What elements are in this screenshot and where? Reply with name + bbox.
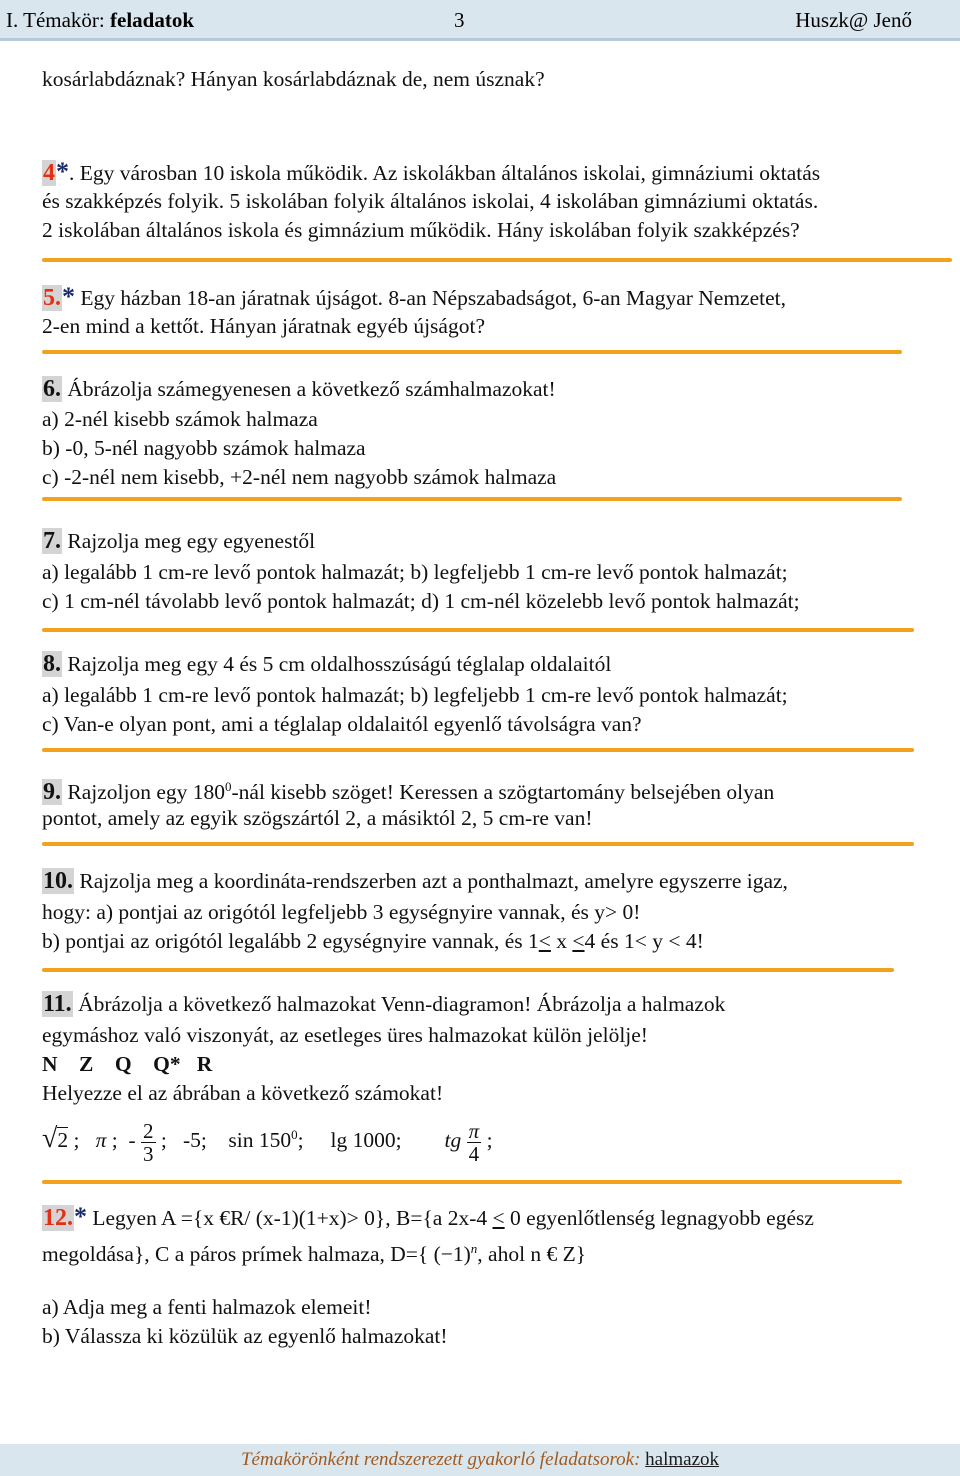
header-chapter-bold: feladatok	[110, 8, 194, 32]
problem-6-b: b) -0, 5-nél nagyobb számok halmaza	[42, 436, 366, 460]
problem-4-line-3: 2 iskolában általános iskola és gimnázium működik. Hány iskolában folyik szakképzés?	[42, 218, 800, 242]
text-line: kosárlabdáznak? Hányan kosárlabdáznak de, nem úsznak?	[42, 67, 545, 91]
problem-number: 10.	[43, 868, 73, 894]
divider	[42, 1180, 902, 1184]
problem-text: megoldása}, C a páros prímek halmaza, D={	[42, 1242, 434, 1267]
problem-9-line-1	[42, 774, 774, 805]
footer-topic: halmazok	[645, 1449, 720, 1470]
divider	[42, 628, 914, 632]
problem-text: Rajzoljon egy 180	[62, 780, 226, 805]
problem-number: 11.	[43, 991, 72, 1017]
problem-number: 7.	[43, 528, 61, 554]
problem-number: 9.	[43, 779, 61, 806]
header-chapter-prefix: I. Témakör:	[6, 8, 110, 32]
problem-7-line-1	[42, 528, 315, 554]
problem-10-line-1	[42, 868, 788, 894]
problem-number: 12.	[43, 1205, 73, 1231]
problem-number: 4	[43, 160, 55, 186]
sqrt-value: 2	[57, 1128, 69, 1153]
degree-superscript: 0	[225, 779, 232, 794]
page-number: 3	[454, 8, 465, 32]
divider	[42, 748, 914, 752]
problem-5-line-2: 2-en mind a kettőt. Hányan járatnak egyéb újságot?	[42, 314, 485, 338]
problem-text: Rajzolja meg egy egyenestől	[62, 529, 316, 553]
problem-text: 4 és 1< y < 4!	[584, 929, 704, 953]
exponent: n	[470, 1241, 478, 1256]
problem-8-c: c) Van-e olyan pont, ami a téglalap oldalaitól egyenlő távolságra van?	[42, 712, 642, 736]
fraction-numerator: 2	[143, 1118, 154, 1143]
problem-9-line-2: pontot, amely az egyik szögszártól 2, a másiktól 2, 5 cm-re van!	[42, 806, 593, 830]
star-marker: *	[74, 1202, 87, 1231]
problem-text: b) pontjai az origótól legalább 2 egységnyire vannak, és 1	[42, 929, 539, 953]
problem-12-line-1	[42, 1204, 814, 1231]
problem-11-line-4: Helyezze el az ábrában a következő számokat!	[42, 1081, 444, 1105]
fraction-denominator: 4	[468, 1141, 480, 1166]
tg-label: tg	[444, 1128, 462, 1153]
problem-text: Rajzolja meg egy 4 és 5 cm oldalhosszúságú téglalap oldalaitól	[62, 652, 612, 676]
leq-sign: <	[572, 929, 585, 953]
problem-12-line-2	[42, 1236, 586, 1267]
problem-5-line-1	[42, 284, 786, 311]
problem-10-line-3	[42, 928, 704, 954]
problem-text: -nál kisebb szöget! Keressen a szögtartomány belsejében olyan	[231, 780, 775, 805]
star-marker: *	[62, 282, 75, 311]
problem-text: Ábrázolja a következő halmazokat Venn-diagramon! Ábrázolja a halmazok	[72, 992, 726, 1016]
problem-12-a: a) Adja meg a fenti halmazok elemeit!	[42, 1295, 372, 1319]
divider	[42, 258, 952, 262]
divider	[42, 497, 902, 501]
problem-number: 8.	[43, 651, 61, 677]
fraction-denominator: 3	[143, 1141, 154, 1166]
problem-text: ; -5; sin 150	[155, 1128, 292, 1153]
problem-number: 6.	[43, 376, 61, 402]
problem-6-line-1	[42, 376, 556, 402]
problem-11-numbers	[42, 1110, 493, 1165]
problem-7-c: c) 1 cm-nél távolabb levő pontok halmazát; d) 1 cm-nél közelebb levő pontok halmazát;	[42, 589, 800, 613]
problem-6-c: c) -2-nél nem kisebb, +2-nél nem nagyobb számok halmaza	[42, 465, 557, 489]
header-chapter	[6, 8, 194, 33]
problem-10-line-2: hogy: a) pontjai az origótól legfeljebb 3 egységnyire vannak, és y> 0!	[42, 900, 641, 924]
fraction	[141, 1120, 156, 1165]
problem-11-line-2: egymáshoz való viszonyát, az esetleges üres halmazokat külön jelölje!	[42, 1023, 648, 1047]
problem-12-b: b) Válassza ki közülük az egyenlő halmazokat!	[42, 1324, 448, 1348]
problem-8-line-1	[42, 651, 611, 677]
problem-11-line-1	[42, 991, 725, 1017]
footer-text	[241, 1449, 719, 1470]
problem-text: Rajzolja meg a koordináta-rendszerben azt a ponthalmazt, amelyre egyszerre igaz,	[74, 869, 788, 893]
problem-text: Egy házban 18-an járatnak újságot. 8-an Népszabadságot, 6-an Magyar Nemzetet,	[75, 286, 787, 310]
star-marker: *	[56, 157, 69, 186]
minus-sign: -	[128, 1128, 142, 1153]
degree-superscript: 0	[291, 1127, 298, 1142]
leq-sign: <	[492, 1206, 505, 1230]
problem-text: x	[550, 929, 573, 953]
problem-text: 0 egyenlőtlenség legnagyobb egész	[504, 1206, 814, 1230]
pi-symbol: π	[95, 1128, 107, 1153]
problem-4-line-1	[42, 159, 820, 186]
problem-number: 5.	[43, 285, 61, 311]
sqrt-symbol: √	[42, 1123, 58, 1155]
page-footer	[0, 1444, 960, 1476]
leq-sign: <	[538, 929, 551, 953]
fraction	[467, 1120, 482, 1165]
problem-7-a: a) legalább 1 cm-re levő pontok halmazát; b) legfeljebb 1 cm-re levő pontok halmazát;	[42, 560, 788, 584]
problem-text: , ahol n € Z}	[477, 1242, 587, 1267]
page-header	[0, 0, 960, 41]
divider	[42, 968, 894, 972]
problem-11-sets: N Z Q Q* R	[42, 1052, 213, 1076]
problem-text: ; lg 1000;	[297, 1128, 402, 1153]
problem-6-a: a) 2-nél kisebb számok halmaza	[42, 407, 318, 431]
footer-label: Témakörönként rendszerezett gyakorló feladatsorok:	[240, 1449, 641, 1470]
problem-4-line-2: és szakképzés folyik. 5 iskolában folyik általános iskolai, 4 iskolában gimnáziumi oktatás.	[42, 189, 819, 213]
divider	[42, 842, 914, 846]
problem-text: . Egy városban 10 iskola működik. Az iskolákban általános iskolai, gimnáziumi oktatás	[69, 161, 821, 185]
fraction-numerator: π	[468, 1118, 480, 1143]
separator: ;	[68, 1128, 80, 1153]
problem-text: Ábrázolja számegyenesen a következő számhalmazokat!	[62, 377, 556, 401]
expression: (−1)	[433, 1242, 471, 1267]
problem-8-a: a) legalább 1 cm-re levő pontok halmazát; b) legfeljebb 1 cm-re levő pontok halmazát;	[42, 683, 788, 707]
problem-text: Legyen A ={x €R/ (x-1)(1+x)> 0}, B={a 2x-4	[87, 1206, 493, 1230]
separator: ;	[106, 1128, 118, 1153]
header-author: Huszk@ Jenő	[795, 8, 912, 32]
divider	[42, 350, 902, 354]
separator: ;	[481, 1128, 493, 1153]
